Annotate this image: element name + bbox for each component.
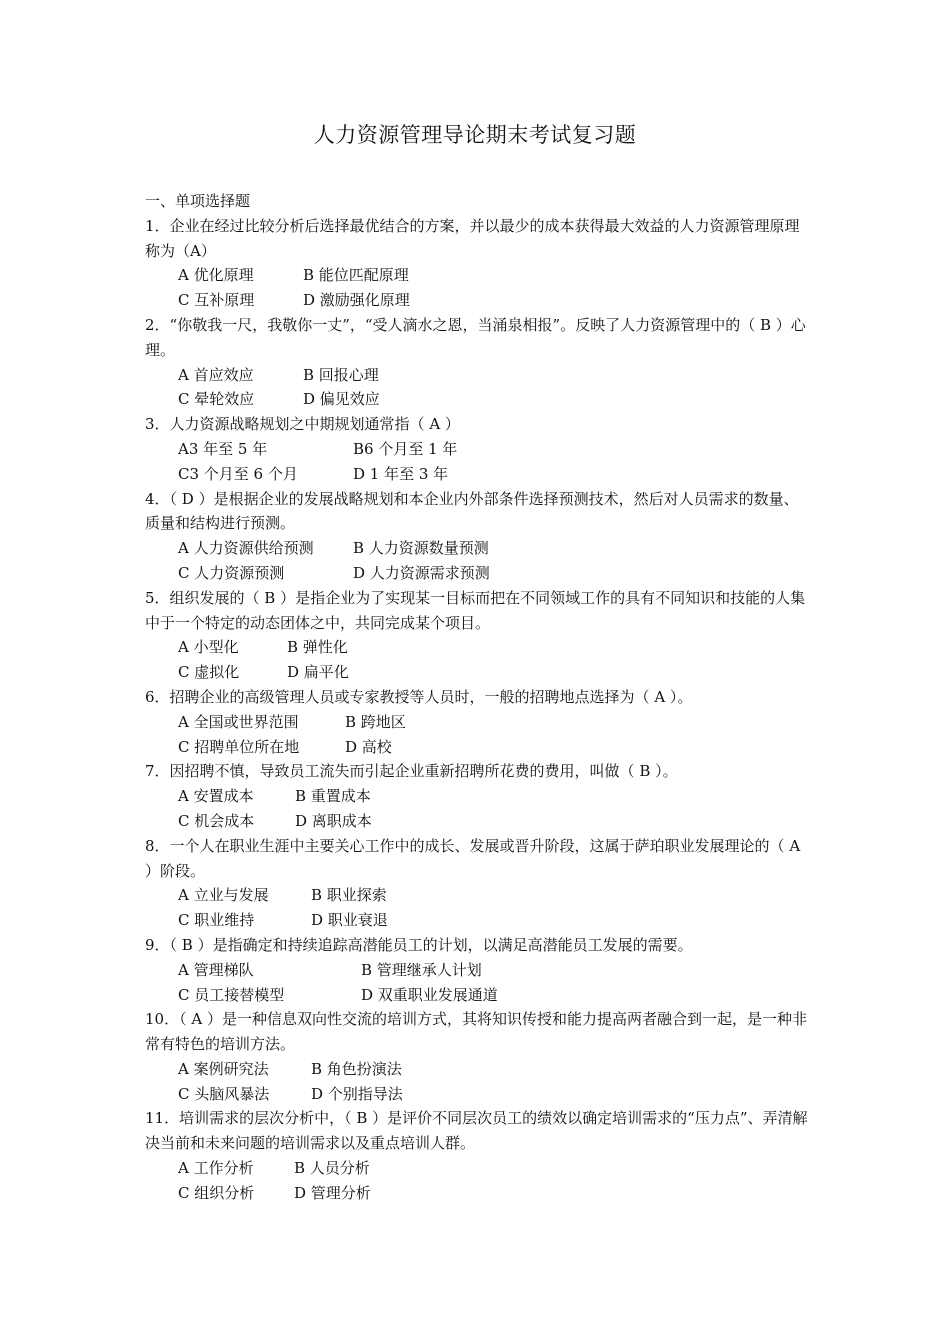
question-1-options-row-2 (145, 288, 810, 313)
question-10-option-d: D 个别指导法 (311, 1084, 403, 1103)
question-1-option-c: C 互补原理 (178, 291, 255, 310)
question-3-text: 3．人力资源战略规划之中期规划通常指（ A ） (145, 415, 460, 434)
question-3-options-row-2 (145, 462, 810, 487)
question-6-options-row-2 (145, 735, 810, 760)
question-7-options-row-1 (145, 784, 810, 809)
section-heading: 一、单项选择题 (145, 192, 251, 210)
question-2-option-a: A 首应效应 (178, 365, 254, 384)
question-7-option-c: C 机会成本 (178, 811, 255, 830)
question-7-text: 7．因招聘不慎，导致员工流失而引起企业重新招聘所花费的费用，叫做（ B ）。 (145, 762, 678, 781)
question-4-option-c: C 人力资源预测 (178, 563, 285, 582)
question-1-options-row-1 (145, 263, 810, 288)
question-5-option-a: A 小型化 (178, 638, 239, 657)
question-5-option-d: D 扁平化 (287, 663, 349, 682)
question-9-option-d: D 双重职业发展通道 (361, 985, 498, 1004)
question-9-option-c: C 员工接替模型 (178, 985, 285, 1004)
question-2-text: 2．“你敬我一尺，我敬你一丈”，“受人滴水之恩，当涌泉相报”。反映了人力资源管理中的（ B ）心理。 (145, 315, 806, 359)
question-8-option-a: A 立业与发展 (178, 886, 269, 905)
question-9-option-a: A 管理梯队 (178, 960, 254, 979)
question-4-option-d: D 人力资源需求预测 (353, 563, 490, 582)
question-8-option-b: B 职业探索 (311, 886, 387, 905)
question-11-option-c: C 组织分析 (178, 1183, 255, 1202)
question-3-option-c: C3 个月至 6 个月 (178, 464, 298, 483)
question-10-options-row-2 (145, 1082, 810, 1107)
question-3-option-a: A3 年至 5 年 (178, 439, 268, 458)
question-7-option-d: D 离职成本 (295, 811, 372, 830)
question-5-option-b: B 弹性化 (287, 638, 348, 657)
question-11-option-d: D 管理分析 (294, 1183, 371, 1202)
question-5-text: 5．组织发展的（ B ）是指企业为了实现某一目标而把在不同领域工作的具有不同知识和技能的人集中于一个特定的动态团体之中，共同完成某个项目。 (145, 588, 806, 632)
question-1-option-d: D 激励强化原理 (303, 291, 410, 310)
question-8-options-row-1 (145, 883, 810, 908)
question-10-options-row-1 (145, 1057, 810, 1082)
document-title: 人力资源管理导论期末考试复习题 (313, 123, 637, 147)
question-6-option-a: A 全国或世界范围 (178, 712, 299, 731)
question-8-option-d: D 职业衰退 (311, 911, 388, 930)
question-8-options-row-2 (145, 908, 810, 933)
question-5-options-row-1 (145, 635, 810, 660)
question-3-option-d: D 1 年至 3 年 (353, 464, 449, 483)
question-7-options-row-2 (145, 809, 810, 834)
question-7-option-b: B 重置成本 (295, 787, 371, 806)
question-9-text: 9．（ B ）是指确定和持续追踪高潜能员工的计划，以满足高潜能员工发展的需要。 (145, 935, 693, 954)
question-1-text: 1．企业在经过比较分析后选择最优结合的方案，并以最少的成本获得最大效益的人力资源管理原理称为（A） (145, 216, 800, 260)
question-9-options-row-1 (145, 958, 810, 983)
question-9-options-row-2 (145, 983, 810, 1008)
question-3-options-row-1 (145, 437, 810, 462)
question-8-option-c: C 职业维持 (178, 911, 255, 930)
question-7-option-a: A 安置成本 (178, 787, 254, 806)
question-1-option-b: B 能位匹配原理 (303, 266, 409, 285)
question-2-options-row-2 (145, 387, 810, 412)
question-10-option-a: A 案例研究法 (178, 1059, 269, 1078)
question-6-option-b: B 跨地区 (345, 712, 406, 731)
question-6-option-d: D 高校 (345, 737, 392, 756)
question-2-option-b: B 回报心理 (303, 365, 379, 384)
question-11-text: 11．培训需求的层次分析中，（ B ）是评价不同层次员工的绩效以确定培训需求的“压力点”、弄清解决当前和未来问题的培训需求以及重点培训人群。 (145, 1109, 808, 1153)
question-6-text: 6．招聘企业的高级管理人员或专家教授等人员时，一般的招聘地点选择为（ A ）。 (145, 687, 693, 706)
question-11-option-a: A 工作分析 (178, 1159, 254, 1178)
question-1-option-a: A 优化原理 (178, 266, 254, 285)
document-body (145, 189, 810, 1206)
question-9-option-b: B 管理继承人计划 (361, 960, 482, 979)
question-5-options-row-2 (145, 660, 810, 685)
question-2-option-c: C 晕轮效应 (178, 390, 255, 409)
question-4-options-row-1 (145, 536, 810, 561)
question-10-option-c: C 头脑风暴法 (178, 1084, 270, 1103)
question-4-options-row-2 (145, 561, 810, 586)
question-3-option-b: B6 个月至 1 年 (353, 439, 458, 458)
question-11-option-b: B 人员分析 (294, 1159, 370, 1178)
question-4-option-a: A 人力资源供给预测 (178, 539, 314, 558)
question-2-option-d: D 偏见效应 (303, 390, 380, 409)
question-8-text: 8．一个人在职业生涯中主要关心工作中的成长、发展或晋升阶段，这属于萨珀职业发展理论的（ A ）阶段。 (145, 836, 801, 880)
question-6-options-row-1 (145, 710, 810, 735)
question-10-option-b: B 角色扮演法 (311, 1059, 402, 1078)
question-5-option-c: C 虚拟化 (178, 663, 240, 682)
question-4-text: 4．（ D ）是根据企业的发展战略规划和本企业内外部条件选择预测技术，然后对人员需求的数量、质量和结构进行预测。 (145, 489, 799, 533)
question-4-option-b: B 人力资源数量预测 (353, 539, 489, 558)
question-11-options-row-2 (145, 1181, 810, 1206)
question-10-text: 10．（ A ）是一种信息双向性交流的培训方式，其将知识传授和能力提高两者融合到一起，是一种非常有特色的培训方法。 (145, 1010, 807, 1054)
question-11-options-row-1 (145, 1156, 810, 1181)
question-2-options-row-1 (145, 363, 810, 388)
question-6-option-c: C 招聘单位所在地 (178, 737, 300, 756)
